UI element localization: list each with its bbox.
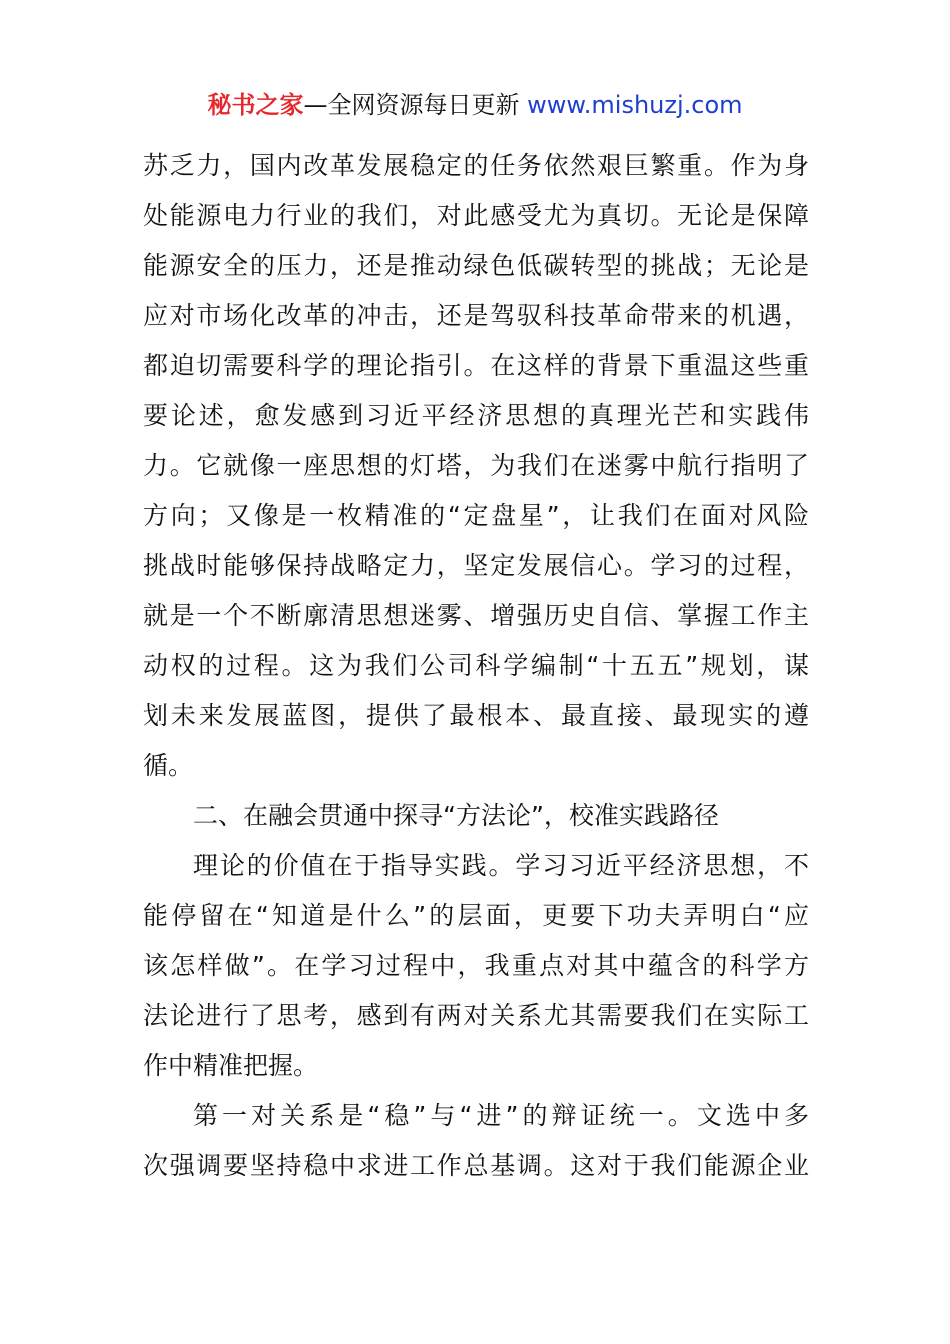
section-heading: 二、在融会贯通中探寻“方法论”，校准实践路径 [193,801,719,830]
text-line: 法论进行了思考，感到有两对关系尤其需要我们在实际工 [143,1001,809,1030]
text-line: 方向；又像是一枚精准的“定盘星”，让我们在面对风险 [143,501,809,530]
text-line: 挑战时能够保持战略定力，坚定发展信心。学习的过程， [143,551,809,580]
text-line: 次强调要坚持稳中求进工作总基调。这对于我们能源企业 [143,1151,809,1180]
text-line: 动权的过程。这为我们公司科学编制“十五五”规划，谋 [143,651,809,680]
text-line: 第一对关系是“稳”与“进”的辩证统一。文选中多 [193,1101,809,1130]
text-line: 就是一个不断廓清思想迷雾、增强历史自信、掌握工作主 [143,601,809,630]
site-tagline: —全网资源每日更新 [303,91,528,119]
text-line: 划未来发展蓝图，提供了最根本、最直接、最现实的遵 [143,701,809,730]
text-line: 能源安全的压力，还是推动绿色低碳转型的挑战；无论是 [143,251,809,280]
site-header [0,88,950,122]
document-body [143,146,809,1196]
text-line: 要论述，愈发感到习近平经济思想的真理光芒和实践伟 [143,401,809,430]
text-line: 都迫切需要科学的理论指引。在这样的背景下重温这些重 [143,351,809,380]
site-brand: 秘书之家 [207,91,304,119]
text-line: 力。它就像一座思想的灯塔，为我们在迷雾中航行指明了 [143,451,809,480]
text-line: 苏乏力，国内改革发展稳定的任务依然艰巨繁重。作为身 [143,151,809,180]
text-line: 作中精准把握。 [143,1051,319,1080]
text-line: 循。 [143,751,194,780]
text-line: 理论的价值在于指导实践。学习习近平经济思想，不 [193,851,809,880]
text-line: 应对市场化改革的冲击，还是驾驭科技革命带来的机遇， [143,301,809,330]
text-line: 该怎样做”。在学习过程中，我重点对其中蕴含的科学方 [143,951,809,980]
text-line: 处能源电力行业的我们，对此感受尤为真切。无论是保障 [143,201,809,230]
site-url[interactable]: www.mishuzj.com [527,91,743,119]
text-line: 能停留在“知道是什么”的层面，更要下功夫弄明白“应 [143,901,809,930]
